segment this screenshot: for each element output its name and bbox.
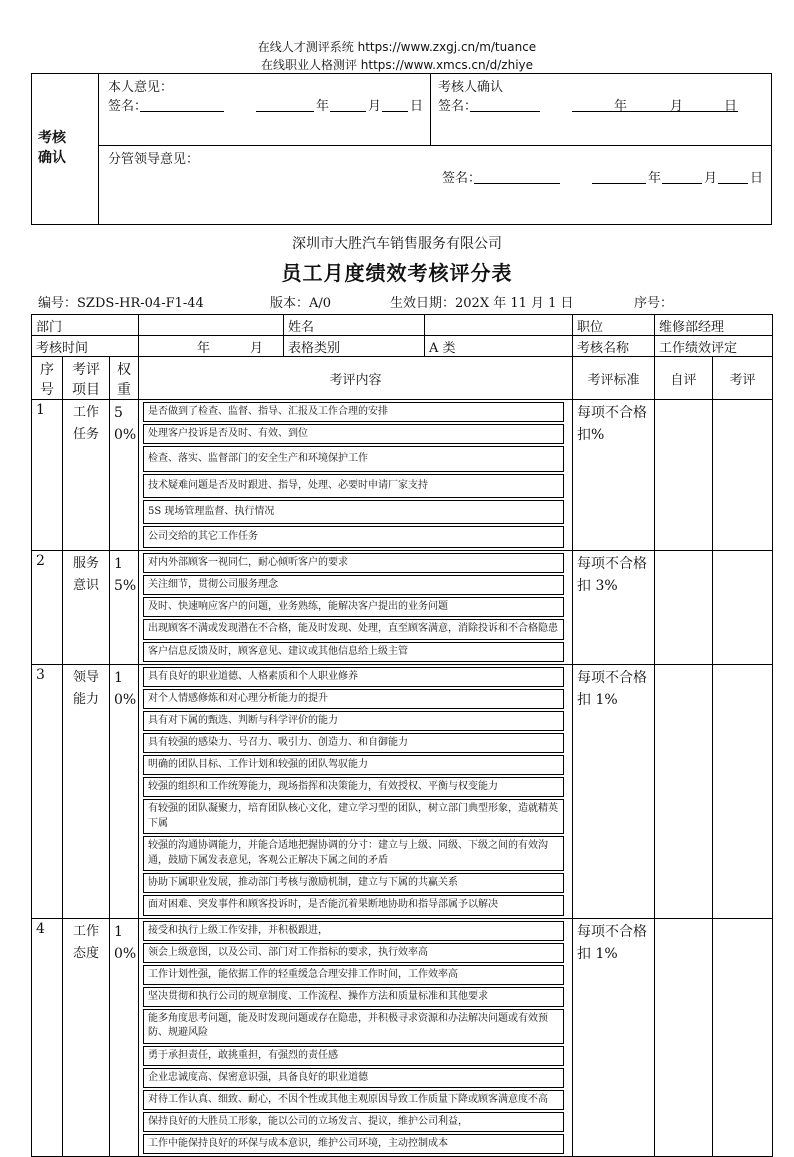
leader-sign-line[interactable] bbox=[474, 183, 560, 184]
self-year-line[interactable] bbox=[256, 111, 314, 112]
content-item: 对内外部顾客一视同仁，耐心倾听客户的要求 bbox=[143, 553, 564, 573]
doc-serial: 序号： bbox=[634, 296, 674, 311]
reviewer-year-label: 年 bbox=[614, 99, 628, 114]
content-item: 领会上级意图，以及公司、部门对工作指标的要求，执行效率高 bbox=[143, 943, 564, 963]
confirm-divider-h bbox=[98, 145, 772, 146]
info-row-1 bbox=[32, 315, 773, 336]
content-item: 具有对下属的甄选、判断与科学评价的能力 bbox=[143, 711, 564, 731]
info-row-2 bbox=[32, 336, 773, 357]
col-item: 考评项目 bbox=[63, 357, 110, 400]
col-standard: 考评标准 bbox=[573, 357, 655, 400]
row-weight: 10% bbox=[110, 918, 139, 1157]
assess-name-label: 考核名称 bbox=[573, 336, 655, 357]
leader-day-line[interactable] bbox=[718, 183, 748, 184]
content-item: 较强的沟通协调能力，并能合适地把握协调的分寸：建立与上级、同级、下级之间的有效沟通，鼓励下属发表意见，客观公正解决下属之间的矛盾 bbox=[143, 836, 564, 871]
row-self-score[interactable] bbox=[655, 551, 713, 665]
header-link-talent: 在线人才测评系统 https://www.zxgj.cn/m/tuance bbox=[257, 40, 537, 54]
self-year-label: 年 bbox=[316, 99, 330, 114]
row-weight: 15% bbox=[110, 551, 139, 665]
content-item: 客户信息反馈及时，顾客意见、建议或其他信息给上级主管 bbox=[143, 642, 564, 662]
content-item: 关注细节，贯彻公司服务理念 bbox=[143, 575, 564, 595]
content-item: 检查、落实、监督部门的安全生产和环境保护工作 bbox=[143, 446, 564, 472]
row-item: 领导能力 bbox=[63, 664, 110, 918]
doc-version: 版本：A/0 bbox=[270, 296, 332, 311]
content-item: 技术疑难问题是否及时跟进、指导，处理、必要时申请厂家支持 bbox=[143, 474, 564, 498]
period-month: 月 bbox=[250, 340, 264, 356]
name-value[interactable] bbox=[425, 315, 573, 336]
doc-code: 编号：SZDS-HR-04-F1-44 bbox=[38, 296, 204, 311]
content-item: 对待工作认真、细致、耐心，不因个性或其他主观原因导致工作质量下降或顾客满意度不高 bbox=[143, 1090, 564, 1111]
content-item: 勇于承担责任，敢挑重担，有强烈的责任感 bbox=[143, 1046, 564, 1066]
confirm-label: 考核确认 bbox=[38, 130, 66, 166]
position-value: 维修部经理 bbox=[655, 315, 773, 336]
content-item: 保持良好的大胜员工形象，能以公司的立场发言、提议，维护公司利益， bbox=[143, 1112, 564, 1132]
col-content: 考评内容 bbox=[139, 357, 573, 400]
row-standard: 每项不合格扣 1% bbox=[573, 664, 655, 918]
self-opinion-label: 本人意见： bbox=[108, 80, 174, 95]
content-item: 具有较强的感染力、号召力、吸引力、创造力、和自御能力 bbox=[143, 733, 564, 753]
content-item: 接受和执行上级工作安排，并积极跟进， bbox=[143, 921, 564, 941]
content-item: 工作中能保持良好的环保与成本意识，维护公司环境，主动控制成本 bbox=[143, 1134, 564, 1154]
self-month-label: 月 bbox=[368, 99, 382, 114]
row-review-score[interactable] bbox=[713, 400, 773, 551]
row-standard: 每项不合格扣 1% bbox=[573, 918, 655, 1157]
column-header-row bbox=[32, 357, 773, 400]
row-contents bbox=[139, 551, 573, 665]
confirm-divider-v bbox=[430, 73, 431, 145]
self-sign-label: 签名： bbox=[108, 99, 148, 114]
reviewer-day-label: 日 bbox=[724, 99, 738, 114]
content-item: 是否做到了检查、监督、指导、汇报及工作合理的安排 bbox=[143, 402, 564, 422]
row-review-score[interactable] bbox=[713, 551, 773, 665]
content-item: 企业忠诚度高、保密意识强，具备良好的职业道德 bbox=[143, 1068, 564, 1088]
content-item: 处理客户投诉是否及时、有效、到位 bbox=[143, 424, 564, 444]
col-review: 考评 bbox=[713, 357, 773, 400]
col-weight: 权重 bbox=[110, 357, 139, 400]
content-item: 工作计划性强，能依据工作的轻重缓急合理安排工作时间，工作效率高 bbox=[143, 965, 564, 985]
assessment-table bbox=[31, 314, 773, 1157]
leader-sign-label: 签名： bbox=[442, 171, 482, 186]
dept-label: 部门 bbox=[32, 315, 139, 336]
self-sign-line[interactable] bbox=[140, 111, 224, 112]
table-row bbox=[32, 664, 773, 918]
content-item: 具有良好的职业道德、人格素质和个人职业修养 bbox=[143, 667, 564, 687]
self-day-label: 日 bbox=[410, 99, 424, 114]
header-link-personality: 在线职业人格测评 https://www.xmcs.cn/d/zhiye bbox=[260, 58, 534, 72]
leader-year-line[interactable] bbox=[592, 183, 646, 184]
company-name: 深圳市大胜汽车销售服务有限公司 bbox=[292, 236, 502, 252]
form-type-value: A 类 bbox=[425, 336, 573, 357]
reviewer-sign-label: 签名： bbox=[438, 99, 478, 114]
leader-month-label: 月 bbox=[704, 171, 718, 186]
content-item: 对个人情感修炼和对心理分析能力的提升 bbox=[143, 689, 564, 709]
reviewer-sign-line[interactable] bbox=[470, 111, 540, 112]
content-item: 协助下属职业发展，推动部门考核与激励机制，建立与下属的共赢关系 bbox=[143, 873, 564, 893]
assess-name-value: 工作绩效评定 bbox=[655, 336, 773, 357]
row-no: 2 bbox=[32, 551, 63, 665]
leader-day-label: 日 bbox=[750, 171, 764, 186]
content-item: 面对困难、突发事件和顾客投诉时，是否能沉着果断地协助和指导部属予以解决 bbox=[143, 895, 564, 916]
period-label: 考核时间 bbox=[32, 336, 139, 357]
row-standard: 每项不合格扣% bbox=[573, 400, 655, 551]
row-no: 1 bbox=[32, 400, 63, 551]
content-item: 有较强的团队凝聚力，培育团队核心文化，建立学习型的团队，树立部门典型形象，造就精英下属 bbox=[143, 799, 564, 834]
row-self-score[interactable] bbox=[655, 664, 713, 918]
row-contents bbox=[139, 664, 573, 918]
row-contents bbox=[139, 400, 573, 551]
page-title: 员工月度绩效考核评分表 bbox=[281, 261, 513, 285]
reviewer-date-line[interactable] bbox=[572, 111, 738, 112]
self-month-line[interactable] bbox=[330, 111, 366, 112]
row-weight: 50% bbox=[110, 400, 139, 551]
content-item: 较强的组织和工作统筹能力，现场指挥和决策能力，有效授权、平衡与权变能力 bbox=[143, 777, 564, 798]
col-no: 序号 bbox=[32, 357, 63, 400]
row-review-score[interactable] bbox=[713, 918, 773, 1157]
content-item: 能多角度思考问题，能及时发现问题或存在隐患，并积极寻求资源和办法解决问题或有效预防、规避风险 bbox=[143, 1009, 564, 1044]
self-day-line[interactable] bbox=[382, 111, 408, 112]
period-year: 年 bbox=[197, 340, 211, 356]
table-row bbox=[32, 400, 773, 551]
table-row bbox=[32, 918, 773, 1157]
row-item: 服务意识 bbox=[63, 551, 110, 665]
table-row bbox=[32, 551, 773, 665]
position-label: 职位 bbox=[573, 315, 655, 336]
row-self-score[interactable] bbox=[655, 400, 713, 551]
row-standard: 每项不合格扣 3% bbox=[573, 551, 655, 665]
form-type-label: 表格类别 bbox=[284, 336, 425, 357]
content-item: 5S 现场管理监督、执行情况 bbox=[143, 500, 564, 524]
row-contents bbox=[139, 918, 573, 1157]
reviewer-month-label: 月 bbox=[670, 99, 684, 114]
content-item: 公司交给的其它工作任务 bbox=[143, 526, 564, 548]
reviewer-confirm-label: 考核人确认 bbox=[438, 80, 504, 95]
name-label: 姓名 bbox=[284, 315, 425, 336]
period-value[interactable] bbox=[139, 336, 284, 357]
row-self-score[interactable] bbox=[655, 918, 713, 1157]
row-review-score[interactable] bbox=[713, 664, 773, 918]
row-weight: 10% bbox=[110, 664, 139, 918]
content-item: 及时、快速响应客户的问题，业务熟练，能解决客户提出的业务问题 bbox=[143, 597, 564, 617]
leader-month-line[interactable] bbox=[662, 183, 702, 184]
dept-value[interactable] bbox=[139, 315, 284, 336]
row-no: 4 bbox=[32, 918, 63, 1157]
row-item: 工作态度 bbox=[63, 918, 110, 1157]
leader-year-label: 年 bbox=[648, 171, 662, 186]
doc-effective-date: 生效日期：202X 年 11 月 1 日 bbox=[390, 296, 574, 311]
content-item: 坚决贯彻和执行公司的规章制度、工作流程、操作方法和质量标准和其他要求 bbox=[143, 987, 564, 1007]
row-item: 工作任务 bbox=[63, 400, 110, 551]
content-item: 出现顾客不满或发现潜在不合格，能及时发现、处理，直至顾客满意，消除投诉和不合格隐患 bbox=[143, 619, 564, 640]
row-no: 3 bbox=[32, 664, 63, 918]
leader-opinion-label: 分管领导意见： bbox=[108, 152, 200, 167]
col-self: 自评 bbox=[655, 357, 713, 400]
content-item: 明确的团队目标、工作计划和较强的团队驾驭能力 bbox=[143, 755, 564, 775]
